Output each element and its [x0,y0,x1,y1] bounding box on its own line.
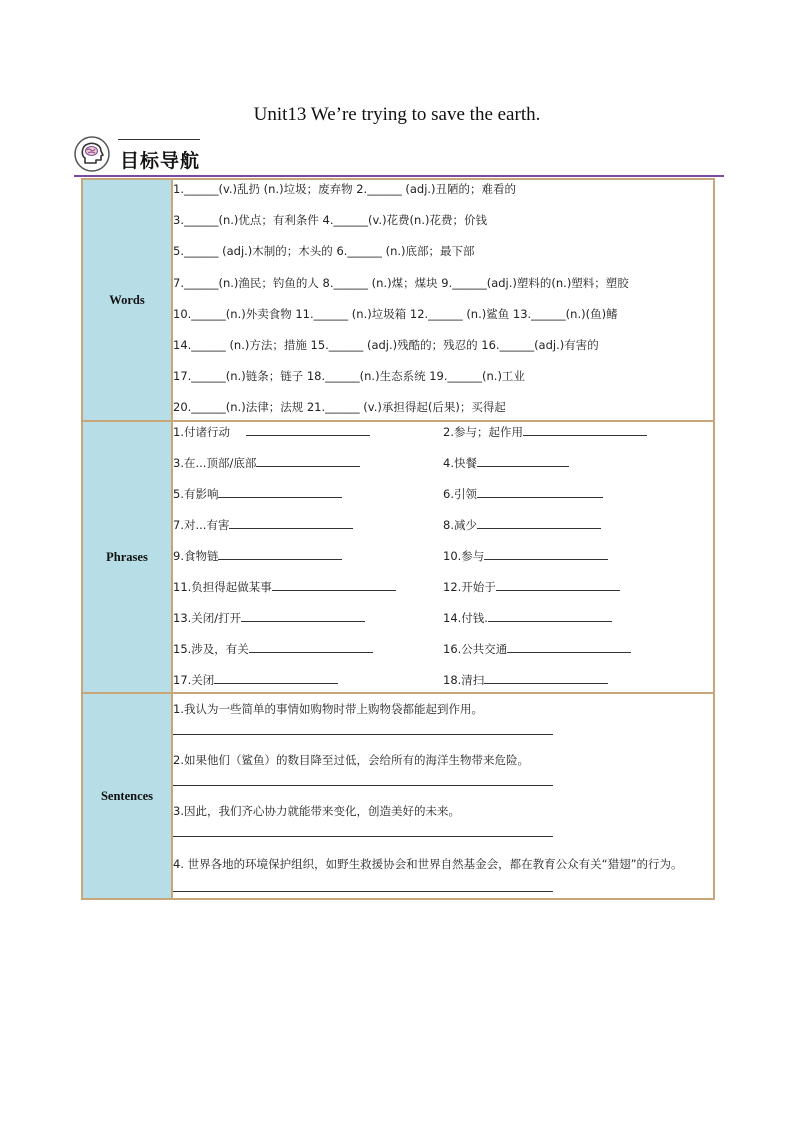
phrase-item: 15.涉及，有关 [173,639,443,670]
sentence-prompt: 1.我认为一些简单的事情如购物时带上购物袋都能起到作用。 [173,702,483,717]
phrase-item: 6.引领 [443,484,713,515]
phrase-item: 13.关闭/打开 [173,608,443,639]
sentences-content [172,693,714,899]
section-header [74,134,724,178]
answer-blank[interactable] [218,546,342,560]
words-label: Words [82,179,172,421]
phrase-item: 18.清扫 [443,670,713,692]
answer-blank[interactable] [523,422,647,436]
phrase-item: 16.公共交通 [443,639,713,670]
answer-blank[interactable] [484,546,608,560]
phrase-item: 2.参与；起作用 [443,422,713,453]
answer-line[interactable] [173,771,553,786]
sentences-row [82,693,714,899]
answer-blank[interactable] [477,515,601,529]
answer-blank[interactable] [214,670,338,684]
answer-blank[interactable] [496,577,620,591]
words-line: 10.______(n.)外卖食物 11.______ (n.)垃圾箱 12.______ (n.)鲨鱼 13.______(n.)(鱼)鳍 [173,306,618,321]
phrase-item: 11.负担得起做某事 [173,577,443,608]
answer-line[interactable] [173,720,553,735]
words-line: 3.______(n.)优点；有利条件 4.______(v.)花费(n.)花费；价钱 [173,213,487,228]
phrase-item: 4.快餐 [443,453,713,484]
words-row [82,179,714,421]
phrase-item: 10.参与 [443,546,713,577]
answer-line[interactable] [173,877,553,892]
answer-blank[interactable] [241,608,365,622]
phrase-item: 14.付钱. [443,608,713,639]
sentences-label: Sentences [82,693,172,899]
phrase-item: 3.在...顶部/底部 [173,453,443,484]
header-divider [74,175,724,177]
answer-blank[interactable] [249,639,373,653]
page-title: Unit13 We’re trying to save the earth. [253,104,541,125]
answer-blank[interactable] [488,608,612,622]
phrases-content [172,421,714,693]
answer-line[interactable] [173,822,553,837]
words-line: 14.______ (n.)方法；措施 15.______ (adj.)残酷的；残忍的 16.______(adj.)有害的 [173,337,599,352]
answer-blank[interactable] [218,484,342,498]
sentence-prompt: 3.因此，我们齐心协力就能带来变化，创造美好的未来。 [173,804,460,819]
phrase-item: 5.有影响 [173,484,443,515]
header-top-line [118,139,200,140]
answer-blank[interactable] [246,422,370,436]
words-line: 17.______(n.)链条；链子 18.______(n.)生态系统 19.______(n.)工业 [173,369,525,384]
answer-blank[interactable] [256,453,360,467]
phrases-row [82,421,714,693]
sentence-prompt: 2.如果他们（鲨鱼）的数目降至过低，会给所有的海洋生物带来危险。 [173,753,529,768]
words-line: 5.______ (adj.)木制的；木头的 6.______ (n.)底部；最下部 [173,244,475,259]
objectives-table [81,178,715,900]
words-line: 20.______(n.)法律；法规 21.______ (v.)承担得起(后果)；买得起 [173,400,506,415]
words-line: 7.______(n.)渔民；钓鱼的人 8.______ (n.)煤；煤块 9.______(adj.)塑料的(n.)塑料；塑胶 [173,275,629,290]
answer-blank[interactable] [272,577,396,591]
phrase-item: 9.食物链 [173,546,443,577]
sentence-prompt: 4. 世界各地的环境保护组织，如野生救援协会和世界自然基金会，都在教育公众有关“猎翅”的行为。 [173,857,683,872]
answer-blank[interactable] [484,670,608,684]
answer-blank[interactable] [507,639,631,653]
words-line: 1.______(v.)乱扔 (n.)垃圾；废弃物 2.______ (adj.)丑陋的；难看的 [173,182,517,196]
phrase-item: 7.对...有害 [173,515,443,546]
answer-blank[interactable] [477,453,569,467]
phrases-label: Phrases [82,421,172,693]
phrase-item: 8.减少 [443,515,713,546]
answer-blank[interactable] [477,484,603,498]
section-title: 目标导航 [120,150,201,172]
phrase-item: 17.关闭 [173,670,443,692]
words-content [172,179,714,421]
phrase-item: 12.开始于 [443,577,713,608]
head-brain-icon [74,136,110,172]
phrase-item: 1.付诸行动 [173,422,443,453]
answer-blank[interactable] [229,515,353,529]
